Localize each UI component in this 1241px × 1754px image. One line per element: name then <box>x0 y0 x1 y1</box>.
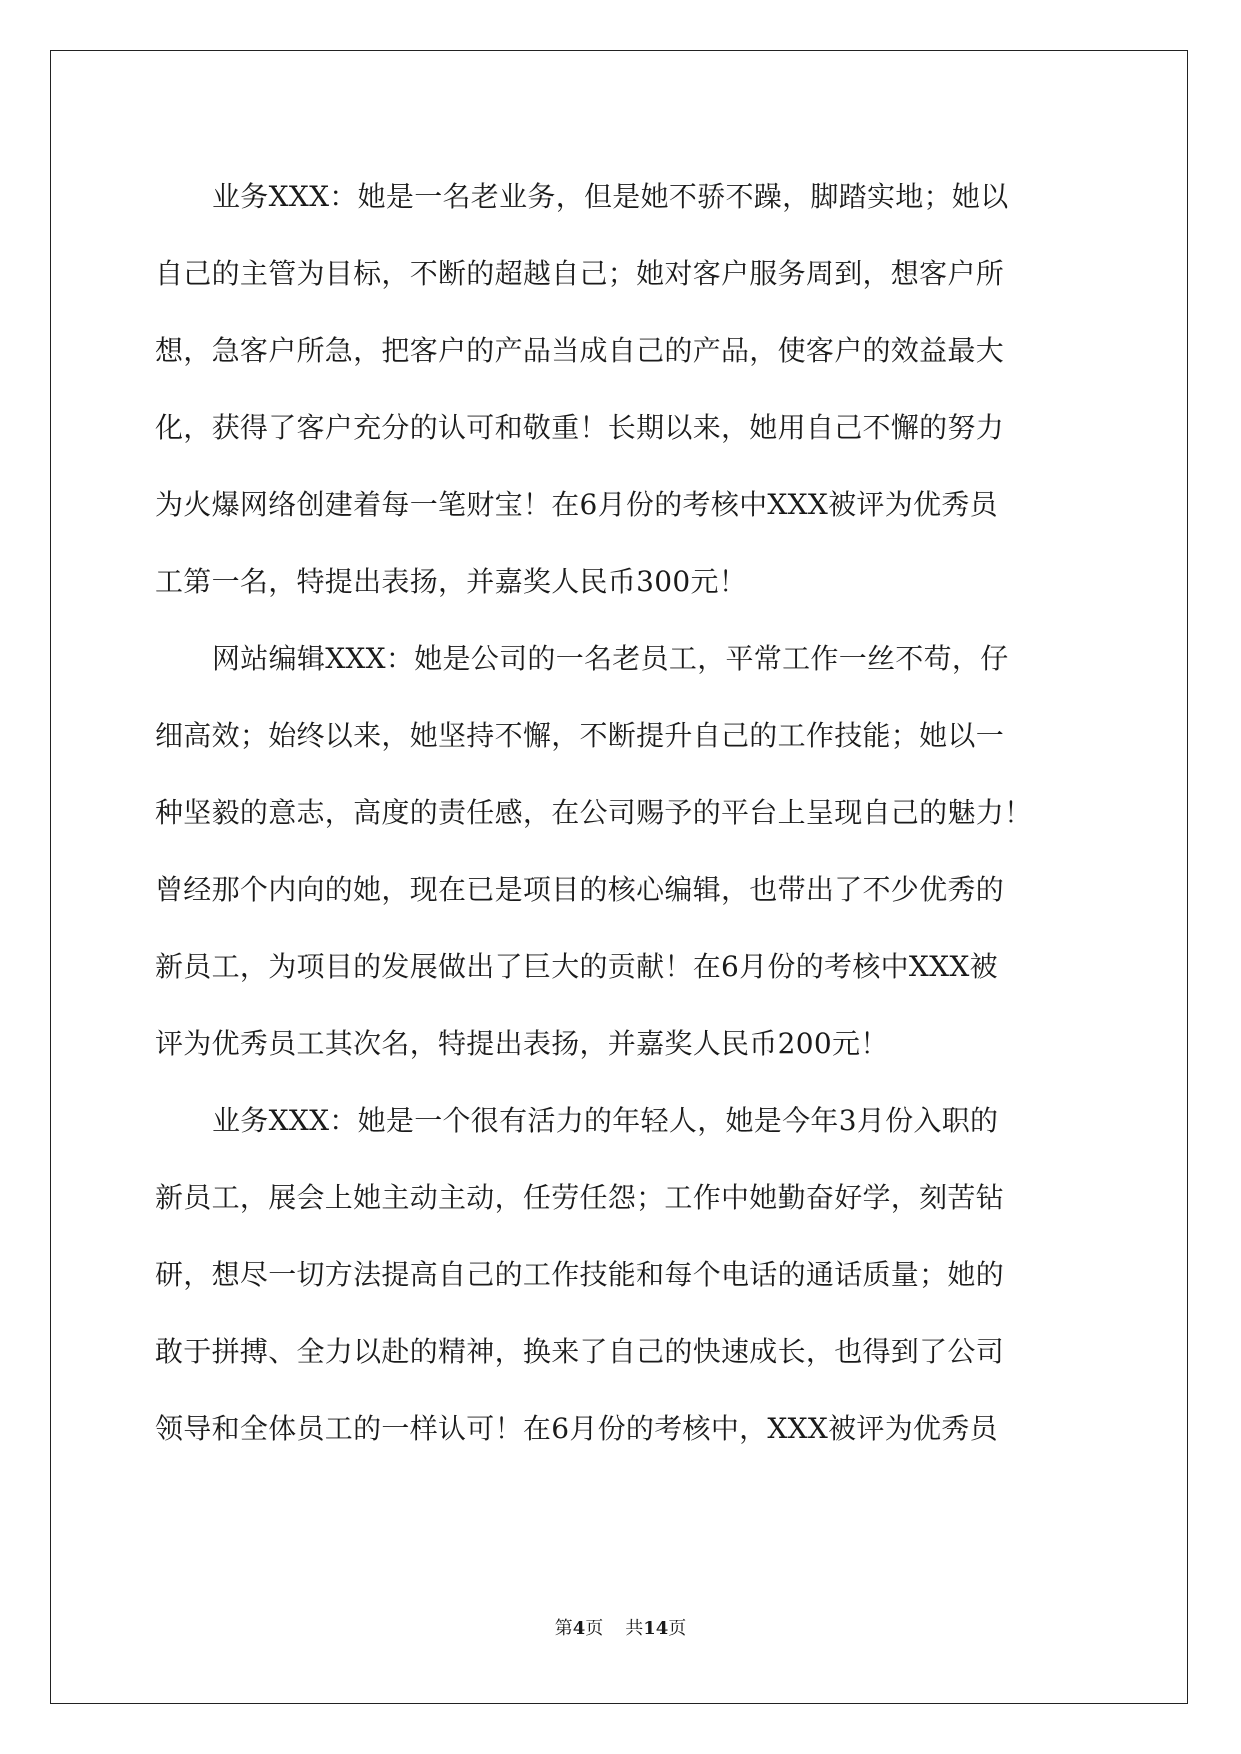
paragraph-2-line-1: 网站编辑XXX：她是公司的一名老员工，平常工作一丝不苟，仔 <box>212 642 1009 675</box>
paragraph-2-line-4: 曾经那个内向的她，现在已是项目的核心编辑，也带出了不少优秀的 <box>155 873 1005 906</box>
paragraph-2-line-5: 新员工，为项目的发展做出了巨大的贡献！在6月份的考核中XXX被 <box>155 950 998 983</box>
total-prefix: 共 <box>625 1618 644 1639</box>
page-prefix: 第 <box>554 1618 573 1639</box>
paragraph-3-line-2: 新员工，展会上她主动主动，任劳任怨；工作中她勤奋好学，刻苦钻 <box>155 1181 1005 1214</box>
paragraph-3-line-4: 敢于拼搏、全力以赴的精神，换来了自己的快速成长，也得到了公司 <box>155 1335 1005 1368</box>
page-footer <box>0 1617 1241 1641</box>
paragraph-2-line-2: 细高效；始终以来，她坚持不懈，不断提升自己的工作技能；她以一 <box>155 719 1005 752</box>
document-body <box>155 158 1090 1467</box>
total-pages: 14 <box>643 1618 669 1639</box>
paragraph-1-line-3: 想，急客户所急，把客户的产品当成自己的产品，使客户的效益最大 <box>155 334 1005 367</box>
paragraph-1-line-1: 业务XXX：她是一名老业务，但是她不骄不躁，脚踏实地；她以 <box>212 180 1009 213</box>
paragraph-1-line-4: 化，获得了客户充分的认可和敬重！长期以来，她用自己不懈的努力 <box>155 411 1005 444</box>
paragraph-1-line-6: 工第一名，特提出表扬，并嘉奖人民币300元！ <box>155 565 748 598</box>
paragraph-2-line-6: 评为优秀员工其次名，特提出表扬，并嘉奖人民币200元！ <box>155 1027 889 1060</box>
paragraph-3-line-3: 研，想尽一切方法提高自己的工作技能和每个电话的通话质量；她的 <box>155 1258 1005 1291</box>
total-suffix: 页 <box>668 1618 687 1639</box>
paragraph-3-line-5: 领导和全体员工的一样认可！在6月份的考核中，XXX被评为优秀员 <box>155 1412 998 1445</box>
paragraph-1-line-5: 为火爆网络创建着每一笔财宝！在6月份的考核中XXX被评为优秀员 <box>155 488 998 521</box>
page-number: 4 <box>572 1618 586 1639</box>
paragraph-3-line-1: 业务XXX：她是一个很有活力的年轻人，她是今年3月份入职的 <box>212 1104 999 1137</box>
page-suffix: 页 <box>585 1618 604 1639</box>
paragraph-2-line-3: 种坚毅的意志，高度的责任感，在公司赐予的平台上呈现自己的魅力！ <box>155 796 1033 829</box>
paragraph-1-line-2: 自己的主管为目标，不断的超越自己；她对客户服务周到，想客户所 <box>155 257 1005 290</box>
